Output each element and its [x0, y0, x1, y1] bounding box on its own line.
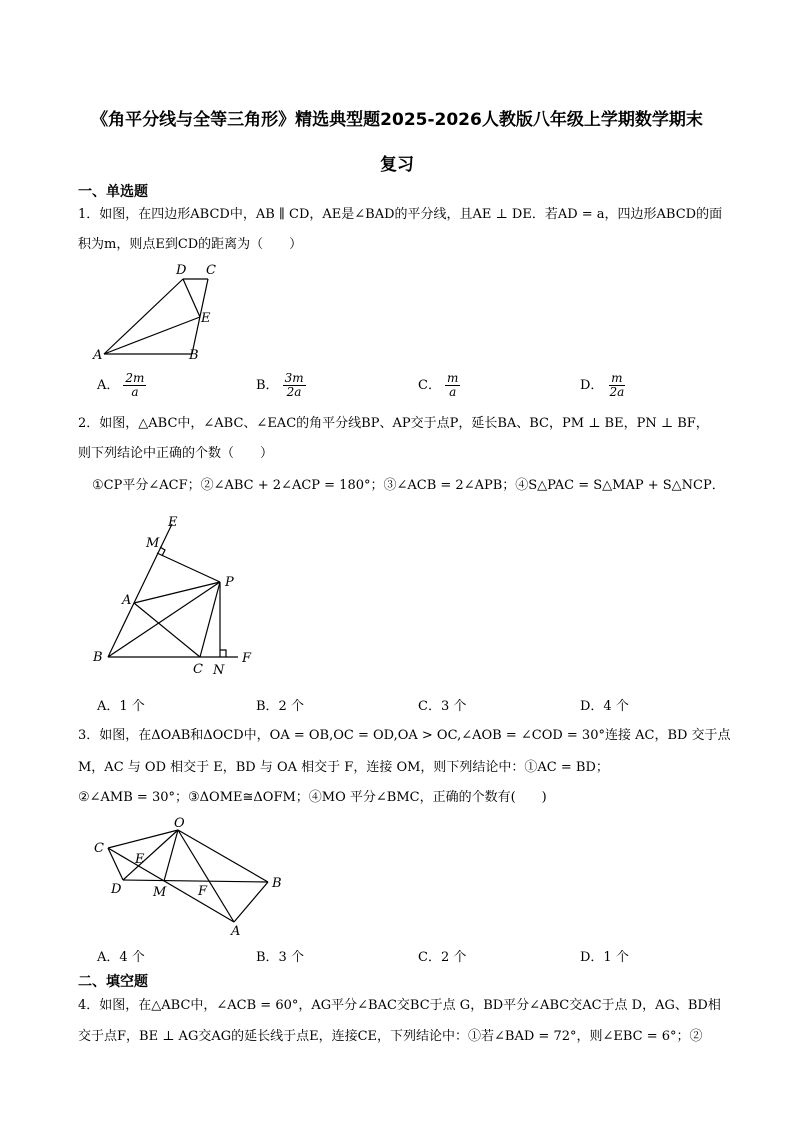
- q3-label-C: C: [94, 841, 104, 856]
- q3-stem-line1: 3．如图，在ΔOAB和ΔOCD中，OA = OB,OC = OD,OA > OC,∠AOB = ∠COD = 30°连接 AC，BD 交于点: [78, 728, 731, 743]
- q2-label-C: C: [193, 662, 203, 677]
- q1-label-D: D: [176, 263, 187, 278]
- q1-label-E: E: [201, 311, 211, 326]
- q3-option-b[interactable]: B．3 个: [256, 950, 304, 965]
- q3-label-A: A: [231, 924, 241, 939]
- q2-label-B: B: [93, 650, 103, 665]
- q3-stem-line2: M，AC 与 OD 相交于 E，BD 与 OA 相交于 F，连接 OM，则下列结论中：①AC = BD；: [78, 760, 609, 775]
- q2-seg-BE: [108, 524, 172, 657]
- q2-label-E: E: [168, 515, 178, 530]
- q2-label-P: P: [225, 575, 234, 590]
- section-heading-single-choice: 一、单选题: [78, 184, 148, 200]
- q3-figure: [88, 815, 298, 940]
- q3-seg-AC: [108, 848, 234, 922]
- q3-label-B: B: [272, 876, 282, 891]
- doc-title-line1: 《角平分线与全等三角形》精选典型题2025-2026人教版八年级上学期数学期末: [91, 110, 703, 130]
- q1-option-a[interactable]: A． $\frac{2m}{a}$: [97, 371, 145, 399]
- q2-statements: ①CP平分∠ACF；②∠ABC + 2∠ACP = 180°；③∠ACB = 2∠APB；④S△PAC = S△MAP + S△NCP．: [92, 478, 725, 493]
- q1-label-A: A: [93, 348, 103, 363]
- q3-label-F: F: [198, 884, 208, 899]
- q3-seg-OM: [164, 830, 178, 881]
- q2-right-angle-N: [220, 650, 226, 657]
- q3-seg-BD: [123, 880, 268, 882]
- q2-option-d[interactable]: D．4 个: [580, 699, 629, 714]
- q2-seg-PM: [157, 553, 220, 582]
- q3-label-D: D: [111, 882, 122, 897]
- q2-label-A: A: [122, 593, 132, 608]
- q4-stem-line2: 交于点F，BE ⊥ AG交AG的延长线于点E，连接CE，下列结论中：①若∠BAD = 72°，则∠EBC = 6°；②: [78, 1029, 703, 1044]
- q1-seg-AE: [104, 317, 200, 354]
- q2-label-N: N: [213, 663, 225, 678]
- q2-option-b[interactable]: B．2 个: [256, 699, 304, 714]
- q3-seg-OB: [178, 830, 268, 882]
- q1-figure: [90, 262, 230, 367]
- q3-label-M: M: [153, 885, 167, 900]
- q1-label-B: B: [189, 348, 199, 363]
- q2-figure: [88, 510, 268, 680]
- q3-seg-OA: [178, 830, 234, 922]
- q2-stem-line2: 则下列结论中正确的个数（ ）: [78, 446, 274, 461]
- q1-option-d[interactable]: D． $\frac{m}{2a}$: [580, 371, 625, 399]
- q1-option-c[interactable]: C． $\frac{m}{a}$: [418, 371, 459, 399]
- q2-seg-AC: [134, 603, 200, 657]
- q1-option-b[interactable]: B． $\frac{3m}{2a}$: [256, 371, 304, 399]
- q1-label-C: C: [206, 263, 216, 278]
- q3-seg-AB: [234, 882, 268, 922]
- q2-stem-line1: 2．如图，△ABC中，∠ABC、∠EAC的角平分线BP、AP交于点P，延长BA、BC，PM ⊥ BE，PN ⊥ BF，: [78, 416, 709, 431]
- q2-option-a[interactable]: A．1 个: [97, 699, 145, 714]
- q3-label-E: E: [135, 852, 145, 867]
- q2-seg-AP: [134, 582, 220, 603]
- q3-option-a[interactable]: A．4 个: [97, 950, 145, 965]
- q3-stem-line3: ②∠AMB = 30°；③ΔOME≅ΔOFM；④MO 平分∠BMC，正确的个数有( ): [78, 790, 547, 805]
- q1-stem-line1: 1．如图，在四边形ABCD中，AB ∥ CD，AE是∠BAD的平分线，且AE ⊥ DE．若AD = a，四边形ABCD的面: [78, 207, 723, 222]
- q2-label-F: F: [242, 651, 252, 666]
- q1-stem-line2: 积为m，则点E到CD的距离为（ ）: [78, 237, 303, 252]
- q3-option-c[interactable]: C．2 个: [418, 950, 467, 965]
- q2-label-M: M: [146, 536, 160, 551]
- section-heading-fill-in: 二、填空题: [78, 974, 148, 990]
- q3-option-d[interactable]: D．1 个: [580, 950, 629, 965]
- q2-option-c[interactable]: C．3 个: [418, 699, 467, 714]
- q4-stem-line1: 4．如图，在△ABC中，∠ACB = 60°，AG平分∠BAC交BC于点 G，BD平分∠ABC交AC于点 D，AG、BD相: [78, 998, 721, 1013]
- q1-seg-DE: [183, 279, 200, 317]
- q1-seg-AD: [104, 279, 183, 354]
- q3-label-O: O: [174, 816, 185, 831]
- doc-title-line2: 复习: [380, 155, 414, 175]
